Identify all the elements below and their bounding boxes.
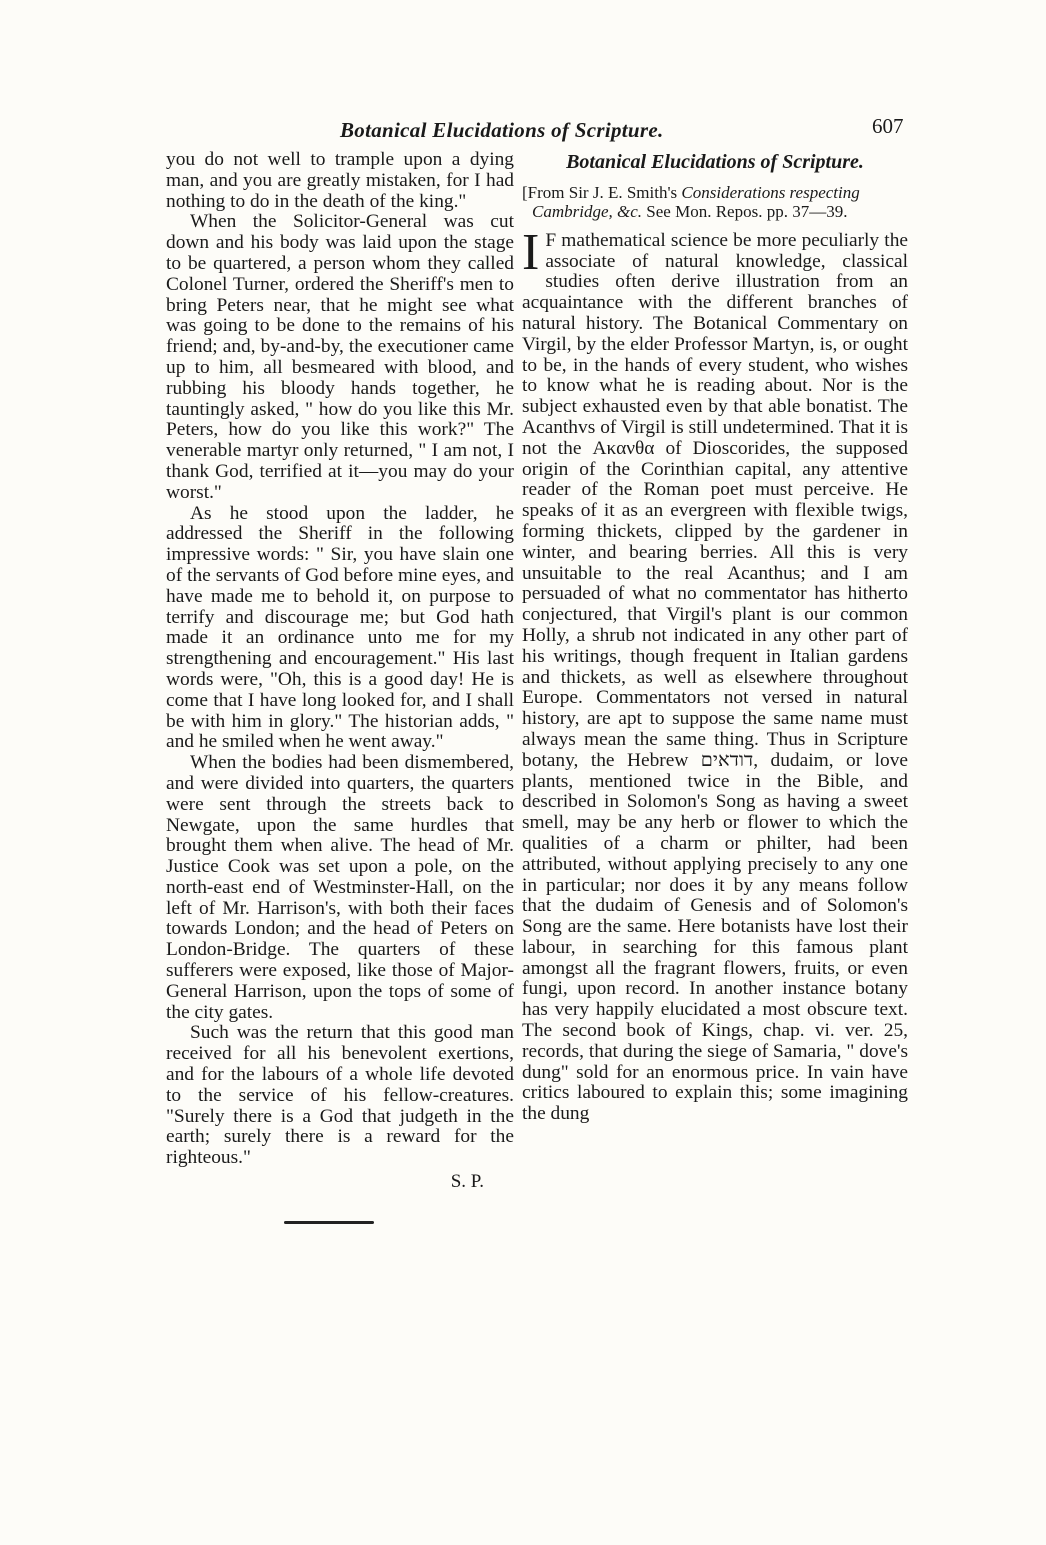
end-rule-divider bbox=[284, 1221, 374, 1224]
left-paragraph-1: you do not well to trample upon a dying man, and you are greatly mistaken, for I had nothing to do in the death of the king." bbox=[166, 149, 514, 212]
left-paragraph-3: As he stood upon the ladder, he addressed the Sheriff in the following impressive words: " Sir, you have slain one of the servants of God before mine eyes, and have made me to behold it, on purpose to terrify and discourage me; but God hath made it an ordinance unto me for my strengthening and encouragement." His last words were, "Oh, this is a good day! He is come that I have long looked for, and I shall be with him in glory." The historian adds, " and he smiled when he went away." bbox=[166, 502, 514, 753]
source-note bbox=[522, 183, 908, 221]
page-number: 607 bbox=[872, 114, 904, 138]
source-note-suffix: See Mon. Repos. pp. 37—39. bbox=[642, 201, 848, 221]
source-note-prefix: [From Sir J. E. Smith's bbox=[522, 182, 682, 202]
article-paragraph-1-text: F mathematical science be more peculiarly the associate of natural knowledge, classical studies often derive illustration from an acquaintance with the different branches of natural history. The Botanical Commentary on Virgil, by the elder Professor Martyn, is, or ought to be, in the hands of every student, who wishes to know what he is reading about. Nor is the subject exhausted even by that able bonatist. The Acanthvs of Virgil is still undetermined. That it is not the Ακανθα of Dioscorides, the supposed origin of the Corinthian capital, any attentive reader of the Roman poet must perceive. He speaks of it as an evergreen with flexible twigs, forming thickets, clipped by the gardener in winter, and bearing berries. All this is very unsuitable to the real Acanthus; and I am persuaded of what no commentator has hitherto conjectured, that Virgil's plant is our common Holly, a shrub not indicated in any other part of his writings, though frequent in Italian gardens and thickets, as well as elsewhere throughout Europe. Commentators not versed in natural history, are apt to suppose the same name must always mean the same thing. Thus in Scripture botany, the Hebrew דודאים, dudaim, or love plants, mentioned twice in the Bible, and described in Solomon's Song as having a sweet smell, may be any herb or flower to which the qualities of a charm or philter, had been attributed, without applying precisely to any one in particular; nor does it by any means follow that the dudaim of Genesis and of Solomon's Song are the same. Here botanists have lost their labour, in searching for this famous plant amongst all the fragrant flowers, fruits, or even fungi, upon record. In another instance botany has very happily elucidated a most obscure text. The second book of Kings, chap. vi. ver. 25, records, that during the siege of Samaria, " dove's dung" sold for an enormous price. In vain have critics laboured to explain this; some imagining the dung bbox=[522, 229, 908, 1125]
left-paragraph-4: When the bodies had been dismembered, and were divided into quarters, the quarters were sent through the streets back to Newgate, upon the same hurdles that brought them when alive. The head of Mr. Justice Cook was set upon a pole, on the north-east end of Westminster-Hall, on the left of Mr. Harrison's, with both their faces towards London; and the head of Peters on London-Bridge. The quarters of these sufferers were exposed, like those of Major-General Harrison, upon the tops of some of the city gates. bbox=[166, 752, 514, 1023]
running-title: Botanical Elucidations of Scripture. bbox=[340, 118, 664, 142]
left-paragraph-2: When the Solicitor-General was cut down and his body was laid upon the stage to be quartered, a person whom they called Colonel Turner, ordered the Sheriff's men to bring Peters near, that he might see what was going to be done to the remains of his friend; and, by-and-by, the executioner came up to him, all besmeared with blood, and rubbing his bloody hands together, he tauntingly asked, " how do you like this Mr. Peters, how do you like this work?" The venerable martyr only returned, " I am not, I thank God, terrified at it—you may do your worst." bbox=[166, 211, 514, 503]
right-column bbox=[522, 150, 908, 1125]
article-paragraph-1 bbox=[522, 223, 908, 1125]
left-paragraph-5: Such was the return that this good man received for all his benevolent exertions, and for the labours of a whole life devoted to the service of his fellow-creatures. "Surely there is a God that judgeth in the earth; surely there is a reward for the righteous." bbox=[166, 1022, 514, 1169]
drop-cap: I bbox=[522, 223, 540, 281]
author-signature: S. P. bbox=[450, 1171, 484, 1193]
article-title: Botanical Elucidations of Scripture. bbox=[566, 151, 864, 173]
left-column bbox=[166, 150, 514, 1224]
source-note-title: Considerations respecting Cambridge, &c. bbox=[532, 182, 860, 221]
